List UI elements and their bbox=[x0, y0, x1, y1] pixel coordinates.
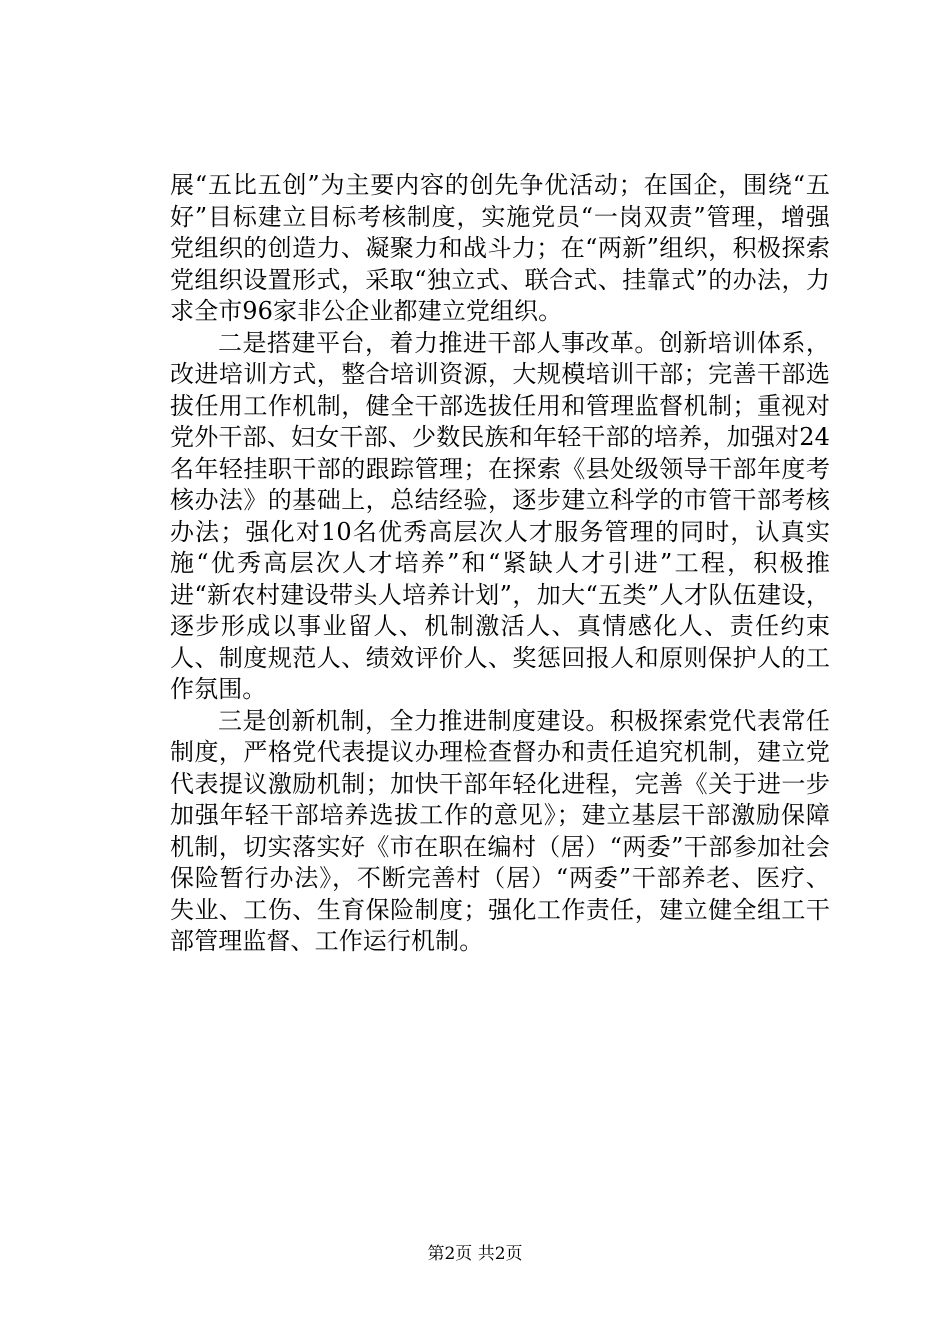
paragraph-mechanism: 三是创新机制，全力推进制度建设。积极探索党代表常任制度，严格党代表提议办理检查督办和责任追究机制，建立党代表提议激励机制；加快干部年轻化进程，完善《关于进一步加强年轻干部培养选拔工作的意见》；建立基层干部激励保障机制，切实落实好《市在职在编村（居）“两委”干部参加社会保险暂行办法》，不断完善村（居）“两委”干部养老、医疗、失业、工伤、生育保险制度；强化工作责任，建立健全组工干部管理监督、工作运行机制。 bbox=[170, 706, 830, 955]
document-body bbox=[170, 170, 830, 958]
page-number-footer: 第2页 共2页 bbox=[427, 1244, 523, 1264]
paragraph-continued: 展“五比五创”为主要内容的创先争优活动；在国企，围绕“五好”目标建立目标考核制度，实施党员“一岗双责”管理，增强党组织的创造力、凝聚力和战斗力；在“两新”组织，积极探索党组织设置形式，采取“独立式、联合式、挂靠式”的办法，力求全市96家非公企业都建立党组织。 bbox=[170, 171, 830, 325]
paragraph-platform: 二是搭建平台，着力推进干部人事改革。创新培训体系，改进培训方式，整合培训资源，大规模培训干部；完善干部选拔任用工作机制，健全干部选拔任用和管理监督机制；重视对党外干部、妇女干部、少数民族和年轻干部的培养，加强对24名年轻挂职干部的跟踪管理；在探索《县处级领导干部年度考核办法》的基础上，总结经验，逐步建立科学的市管干部考核办法；强化对10名优秀高层次人才服务管理的同时，认真实施“优秀高层次人才培养”和“紧缺人才引进”工程，积极推进“新农村建设带头人培养计划”，加大“五类”人才队伍建设，逐步形成以事业留人、机制激活人、真情感化人、责任约束人、制度规范人、绩效评价人、奖惩回报人和原则保护人的工作氛围。 bbox=[170, 328, 830, 703]
